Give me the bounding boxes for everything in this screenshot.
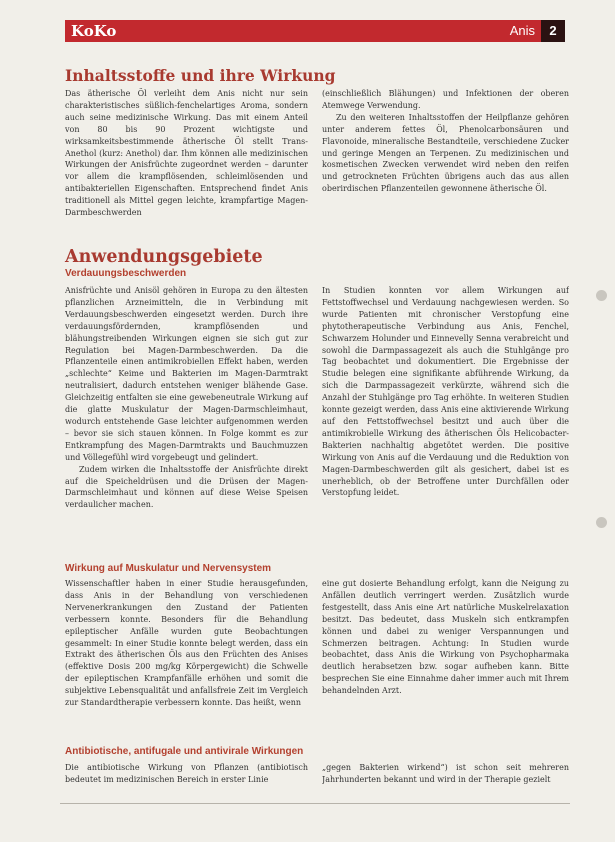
paragraph: Zudem wirken die Inhaltsstoffe der Anisfrüchte direkt auf die Speicheldrüsen und die Drüsen der Magen-Darmschleimhaut und können auf diese Weise Speisen verdaulicher machen. [65, 464, 308, 510]
brand-logo: KoKo [71, 22, 117, 40]
heading-anwendungsgebiete: Anwendungsgebiete [65, 247, 263, 267]
paragraph: „gegen Bakterien wirkend“) ist schon seit mehreren Jahrhunderten bekannt und wird in der Therapie gezielt [322, 763, 569, 784]
footer-rule [60, 803, 570, 804]
page-number: 2 [541, 20, 565, 42]
punch-hole [596, 517, 607, 528]
punch-hole [596, 290, 607, 301]
section1-left-column [65, 88, 308, 226]
paragraph: Das ätherische Öl verleiht dem Anis nicht nur sein charakteristisches süßlich-fenchelartiges Aroma, sondern auch seine medizinische Wirkung. Das mit einem Anteil von 80 bis 90 Prozent wichtigste und wirksamkeitsbestimmende ätherische Öl stellt Trans-Anethol (kurz: Anethol) dar. Ihm können alle medizinischen Wirkungen der Anisfrüchte zugeordnet werden – darunter vor allem die krampflösenden, schleimlösenden und antibakteriellen Eigenschaften. Entsprechend findet Anis traditionell als Mittel gegen leichte, krampfartige Magen-Darmbeschwerden [65, 89, 308, 218]
heading-inhaltsstoffe: Inhaltsstoffe und ihre Wirkung [65, 66, 336, 85]
paragraph: Zu den weiteren Inhaltsstoffen der Heilpflanze gehören unter anderem fettes Öl, Phenolcarbonsäuren und Flavonoide, mineralische Bestandteile, verschiedene Zucker und geringe Mengen an Terpenen. Zu medizinischen und kosmetischen Zwecken verwendet wird neben den reifen und getrockneten Früchten übrigens auch das aus allen oberirdischen Pflanzenteilen gewonnene ätherische Öl. [322, 112, 569, 194]
paragraph: (einschließlich Blähungen) und Infektionen der oberen Atemwege Verwendung. [322, 89, 569, 110]
subheading-verdauungsbeschwerden: Verdauungsbeschwerden [65, 268, 187, 279]
section3-left-column [65, 578, 308, 740]
section1-right-column [322, 88, 569, 230]
section4-right-column [322, 762, 569, 790]
subheading-antibiotische: Antibiotische, antifugale und antivirale Wirkungen [65, 746, 304, 757]
section4-left-column [65, 762, 308, 790]
page-header [65, 20, 565, 42]
section2-right-column [322, 285, 569, 540]
paragraph: Anisfrüchte und Anisöl gehören in Europa zu den ältesten pflanzlichen Arzneimitteln, die in Verbindung mit Verdauungsbeschwerden eingesetzt werden. Durch ihre verdauungsfördernden, krampflösenden und blähungstreibenden Wirkungen eignen sie sich gut zur Regulation bei Magen-Darmbeschwerden. Da die Pflanzenteile einen antimikrobiellen Effekt haben, werden „schlechte“ Keime und Bakterien im Magen-Darmtrakt neutralisiert, dadurch entstehen weniger blähende Gase. Gleichzeitig entfalten sie eine gewebeneutrale Wirkung auf die glatte Muskulatur der Magen-Darmschleimhaut, wodurch entstehende Gase leichter aufgenommen werden – bevor sie sich stauen können. In Folge kommt es zur Entkrampfung des Magen-Darmtrakts und Bauchmuzzen und Völlegefühl wird vorgebeugt und gelindert. [65, 286, 308, 462]
section3-right-column [322, 578, 569, 716]
paragraph: eine gut dosierte Behandlung erfolgt, kann die Neigung zu Anfällen deutlich verringert werden. Zusätzlich wurde festgestellt, dass Anis eine Art natürliche Muskelrelaxation besitzt. Das bedeutet, dass Muskeln sich entkrampfen können und dabei zu weniger Verspannungen und Schmerzen beitragen. Achtung: In Studien wurde beobachtet, dass Anis die Wirkung von Psychopharmaka deutlich herabsetzen bzw. sogar aufheben kann. Bitte besprechen Sie eine Einnahme daher immer auch mit Ihrem behandelnden Arzt. [322, 579, 569, 696]
section-label: Anis [509, 23, 535, 38]
paragraph: In Studien konnten vor allem Wirkungen auf Fettstoffwechsel und Verdauung nachgewiesen werden. So wurde Patienten mit chronischer Verstopfung eine phytotherapeutische Verbindung aus Anis, Fenchel, Schwarzem Holunder und Einnevelly Senna verabreicht und sowohl die Darmpassagezeit als auch die Stuhlgänge pro Tag beobachtet und dokumentiert. Die Ergebnisse der Studie belegen eine signifikante abführende Wirkung, da sich die Darmpassagezeit verkürzte, während sich die Anzahl der Stuhlgänge pro Tag erhöhte. In weiteren Studien konnte gezeigt werden, dass Anis eine aktivierende Wirkung auf den Fettstoffwechsel besitzt und auch über die antimikrobielle Wirkung des ätherischen Öls Helicobacter-Bakterien nachhaltig abgetötet werden. Die positive Wirkung von Anis auf die Verdauung und die Reduktion von Magen-Darmbeschwerden gilt als gesichert, dabei ist es unerheblich, ob der Betroffene unter Durchfällen oder Verstopfung leidet. [322, 286, 569, 498]
section2-left-column [65, 285, 308, 551]
paragraph: Die antibiotische Wirkung von Pflanzen (antibiotisch bedeutet im medizinischen Bereich in erster Linie [65, 763, 308, 784]
paragraph: Wissenschaftler haben in einer Studie herausgefunden, dass Anis in der Behandlung von verschiedenen Nervenerkrankungen den Zustand der Patienten verbessern konnte. Besonders für die Behandlung epileptischer Anfälle wurden gute Beobachtungen gesammelt: In einer Studie konnte belegt werden, dass ein Extrakt des ätherischen Öls aus den Früchten des Anises (effektive Dosis 200 mg/kg Körpergewicht) die Schwelle der epileptischen Krampfanfälle erhöhen und somit die subjektive Lebensqualität und anfallsfreie Zeit im Vergleich zur Standardtherapie verbessern konnte. Das heißt, wenn [65, 579, 308, 708]
subheading-muskulatur: Wirkung auf Muskulatur und Nervensystem [65, 563, 272, 574]
